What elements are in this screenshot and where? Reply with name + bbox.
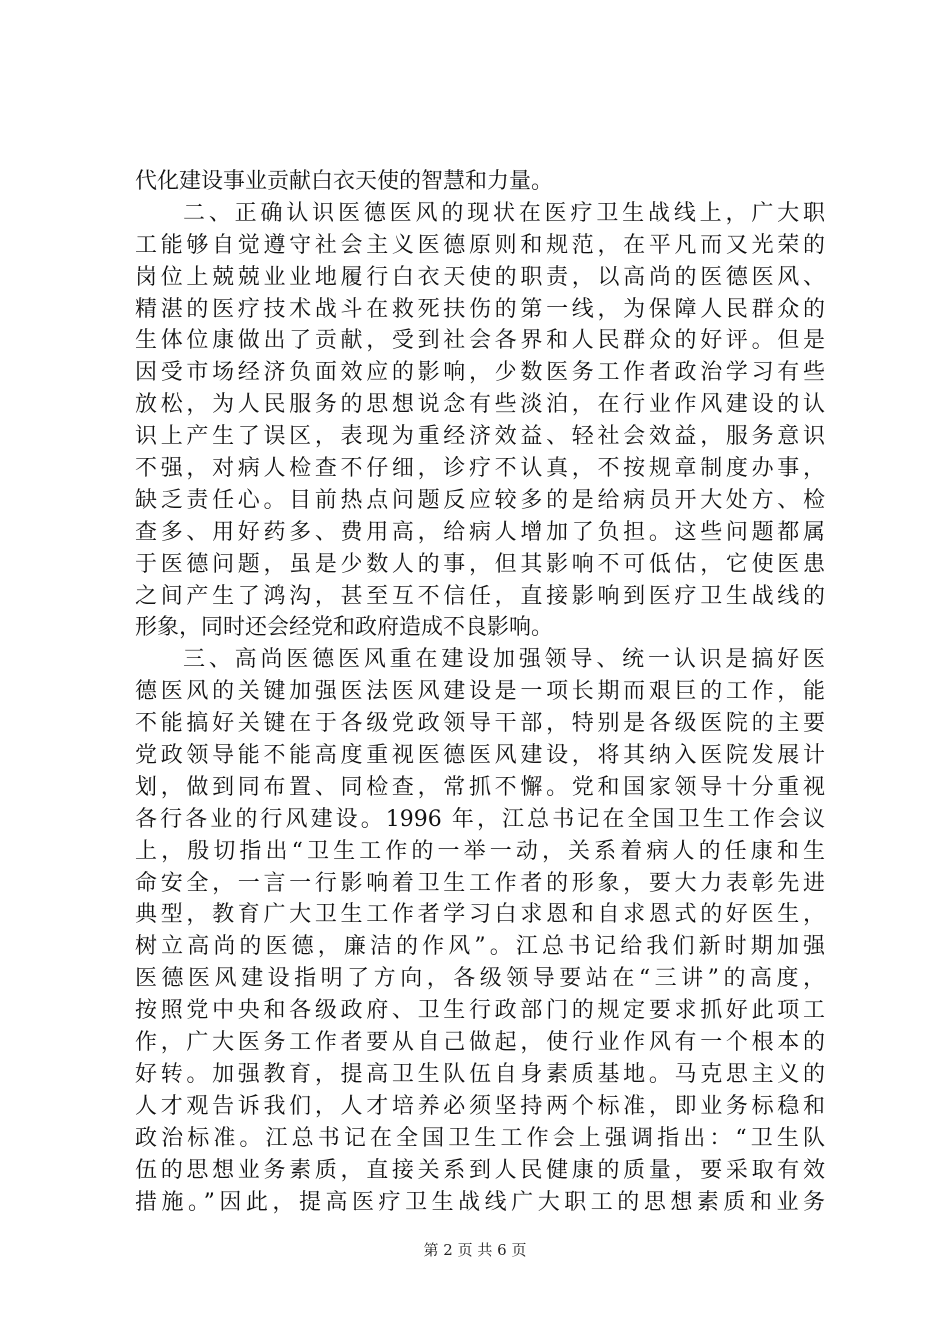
text-line: 好转。加强教育，提高卫生队伍自身素质基地。马克思主义的 (135, 1061, 825, 1087)
text-line: 查多、用好药多、费用高，给病人增加了负担。这些问题都属 (135, 519, 825, 545)
text-line: 命安全，一言一行影响着卫生工作者的形象，要大力表彰先进 (135, 870, 825, 896)
text-line: 典型，教育广大卫生工作者学习白求恩和自求恩式的好医生， (135, 902, 825, 928)
text-line: 形象，同时还会经党和政府造成不良影响。 (135, 615, 554, 641)
text-line: 工能够自觉遵守社会主义医德原则和规范，在平凡而又光荣的 (135, 232, 825, 258)
paragraph-heading-line: 二、正确认识医德医风的现状在医疗卫生战线上，广大职 (183, 200, 825, 226)
text-line: 代化建设事业贡献白衣天使的智慧和力量。 (135, 169, 554, 194)
text-line: 生体位康做出了贡献，受到社会各界和人民群众的好评。但是 (135, 328, 825, 354)
text-line: 树立高尚的医德，廉洁的作风”。江总书记给我们新时期加强 (135, 934, 825, 960)
text-line: 不强，对病人检查不仔细，诊疗不认真，不按规章制度办事， (135, 456, 825, 482)
text-line: 因受市场经济负面效应的影响，少数医务工作者政治学习有些 (135, 360, 825, 386)
page-footer (0, 1240, 950, 1260)
text-line: 缺乏责任心。目前热点问题反应较多的是给病员开大处方、检 (135, 487, 825, 513)
text-line: 划，做到同布置、同检查，常抓不懈。党和国家领导十分重视 (135, 774, 825, 800)
text-line: 德医风的关键加强医法医风建设是一项长期而艰巨的工作，能 (135, 679, 825, 705)
text-line: 作，广大医务工作者要从自己做起，使行业作风有一个根本的 (135, 1030, 825, 1056)
paragraph-heading-line: 三、高尚医德医风重在建设加强领导、统一认识是搞好医 (183, 647, 825, 673)
text-line: 于医德问题，虽是少数人的事，但其影响不可低估，它使医患 (135, 551, 825, 577)
page-number-label: 第 2 页 共 6 页 (423, 1241, 527, 1259)
text-line: 伍的思想业务素质，直接关系到人民健康的质量，要采取有效 (135, 1157, 825, 1183)
text-line: 党政领导能不能高度重视医德医风建设，将其纳入医院发展计 (135, 743, 825, 769)
text-line: 各行各业的行风建设。1996 年，江总书记在全国卫生工作会议 (135, 806, 825, 832)
text-line: 医德医风建设指明了方向，各级领导要站在“三讲”的高度， (135, 966, 825, 992)
text-line: 岗位上兢兢业业地履行白衣天使的职责，以高尚的医德医风、 (135, 264, 825, 290)
text-line: 放松，为人民服务的思想说念有些淡泊，在行业作风建设的认 (135, 392, 825, 418)
text-line: 按照党中央和各级政府、卫生行政部门的规定要求抓好此项工 (135, 998, 825, 1024)
text-line: 人才观告诉我们，人才培养必须坚持两个标准，即业务标稳和 (135, 1093, 825, 1119)
text-line: 之间产生了鸿沟，甚至互不信任，直接影响到医疗卫生战线的 (135, 583, 825, 609)
text-line: 上，殷切指出“卫生工作的一举一动，关系着病人的任康和生 (135, 838, 825, 864)
body-text (135, 166, 825, 1218)
text-line: 精湛的医疗技术战斗在救死扶伤的第一线，为保障人民群众的 (135, 296, 825, 322)
text-line: 识上产生了误区，表现为重经济效益、轻社会效益，服务意识 (135, 424, 825, 450)
text-line: 政治标准。江总书记在全国卫生工作会上强调指出：“卫生队 (135, 1125, 825, 1151)
text-line: 不能搞好关键在于各级党政领导干部，特别是各级医院的主要 (135, 711, 825, 737)
text-line: 措施。”因此，提高医疗卫生战线广大职工的思想素质和业务 (135, 1189, 825, 1215)
